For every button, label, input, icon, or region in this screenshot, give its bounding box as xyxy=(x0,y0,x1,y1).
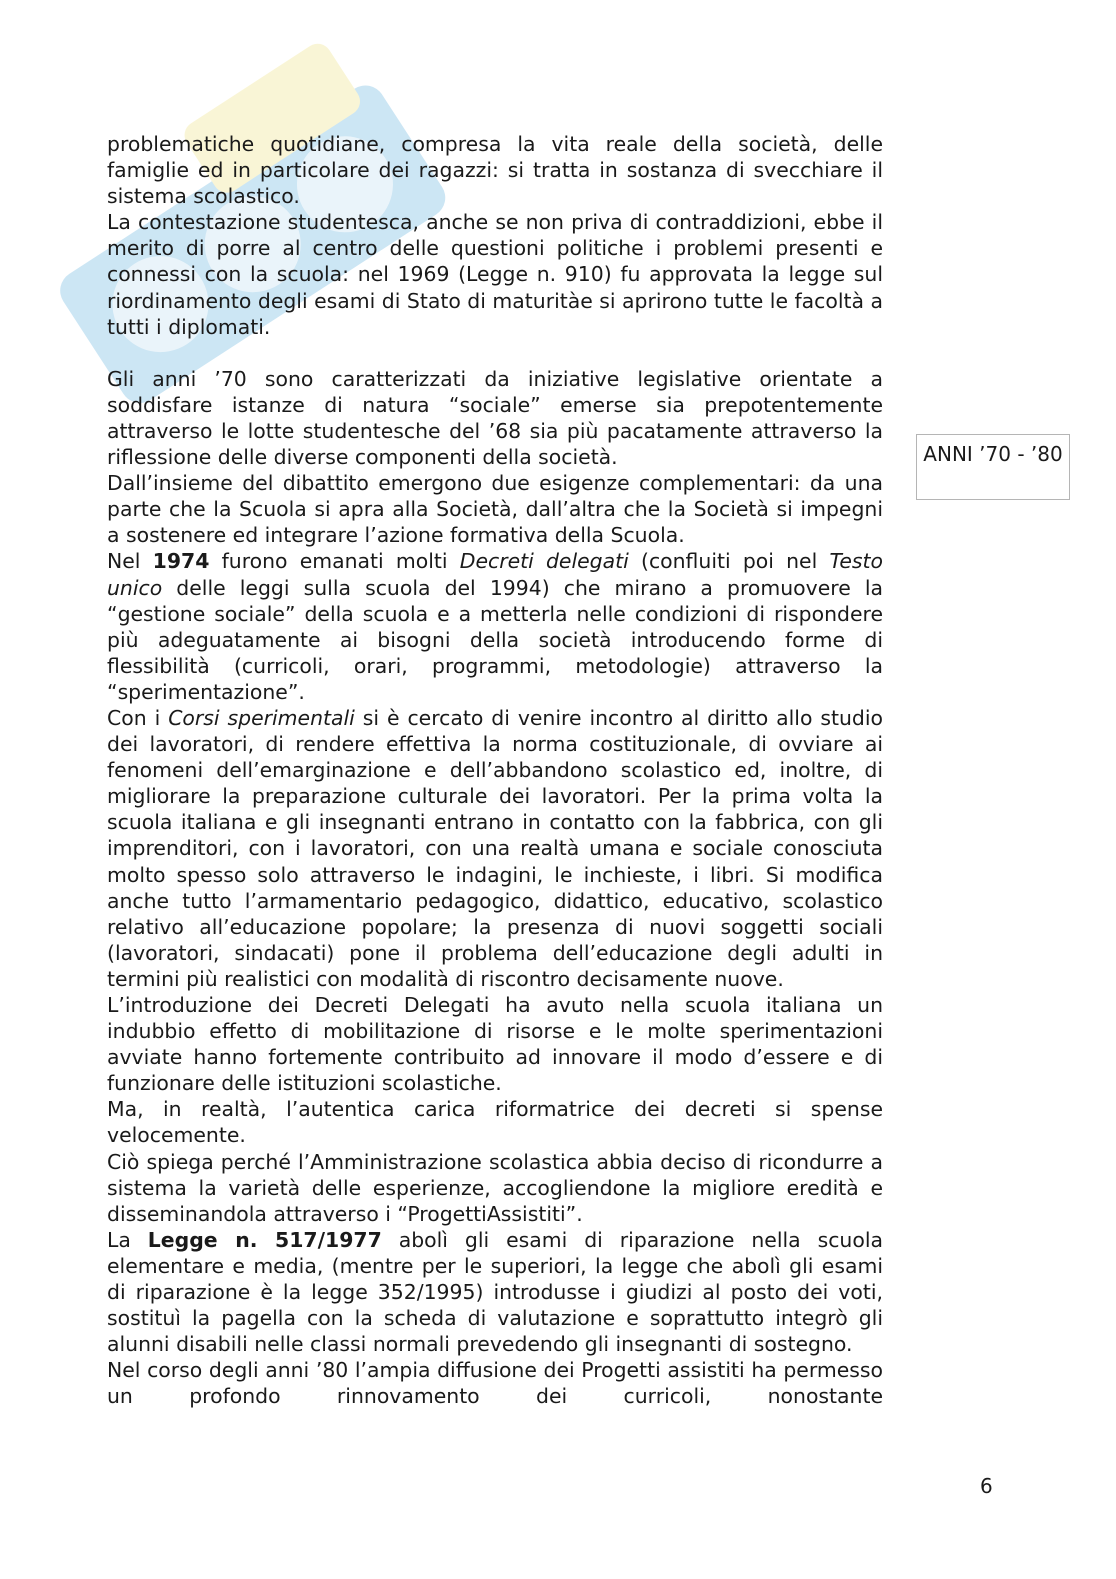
paragraph-text: Ciò spiega perché l’Amministrazione scolastica abbia deciso di ricondurre a sistema la varietà delle esperienze, accogliendone la migliore eredità e disseminandola attraverso i “ProgettiAssistiti”. xyxy=(107,1149,883,1226)
paragraph-text: (confluiti poi nel xyxy=(628,549,830,574)
paragraph xyxy=(107,209,883,339)
paragraph-text: problematiche quotidiane, compresa la vita reale della società, delle famiglie ed in particolare dei ragazzi: si tratta in sostanza di svecchiare il sistema scolastico. xyxy=(107,132,883,209)
paragraph-text: Ma, in realtà, l’autentica carica riformatrice dei decreti si spense velocemente. xyxy=(107,1097,883,1148)
paragraph-text: furono emanati molti xyxy=(209,549,460,574)
bold-text: Legge n. 517/1977 xyxy=(147,1227,382,1252)
paragraph-text: Gli anni ’70 sono caratterizzati da iniziative legislative orientate a soddisfare istanze di natura “sociale” emerse sia prepotentemente attraverso le lotte studentesche del ’68 sia più pacatamente attraverso la riflessione delle diverse componenti della società. xyxy=(107,366,883,470)
paragraph xyxy=(107,131,883,209)
margin-note-text: ANNI ’70 - ’80 xyxy=(923,442,1063,466)
paragraph-text: La xyxy=(107,1227,148,1252)
paragraph xyxy=(107,470,883,548)
paragraph xyxy=(107,548,883,705)
paragraph xyxy=(107,1227,883,1357)
margin-note xyxy=(916,434,1070,500)
paragraph-text: La contestazione studentesca, anche se non priva di contraddizioni, ebbe il merito di porre al centro delle questioni politiche i problemi presenti e connessi con la scuola: nel 1969 (Legge n. 910) fu approvata la legge sul riordinamento degli esami di Stato di maturitàe si aprirono tutte le facoltà a tutti i diplomati. xyxy=(107,210,883,339)
paragraph-spacer xyxy=(107,340,883,366)
paragraph xyxy=(107,1149,883,1227)
paragraph-text: Dall’insieme del dibattito emergono due esigenze complementari: da una parte che la Scuola si apra alla Società, dall’altra che la Società si impegni a sostenere ed integrare l’azione formativa della Scuola. xyxy=(107,471,883,548)
italic-text: Corsi sperimentali xyxy=(168,705,355,730)
paragraph-text: delle leggi sulla scuola del 1994) che mirano a promuovere la “gestione sociale” della scuola e a metterla nelle condizioni di rispondere più adeguatamente ai bisogni della società introducendo forme di flessibilità (curricoli, orari, programmi, metodologie) attraverso la “sperimentazione”. xyxy=(107,575,883,704)
paragraph xyxy=(107,366,883,470)
italic-text: Testo unico xyxy=(107,549,884,600)
document-body xyxy=(107,131,883,1410)
paragraph xyxy=(107,1357,883,1409)
paragraph-text: Nel xyxy=(107,549,153,574)
paragraph-text: Con i xyxy=(107,705,169,730)
page-number: 6 xyxy=(980,1474,993,1498)
paragraph xyxy=(107,992,883,1096)
paragraph-text: Nel corso degli anni ’80 l’ampia diffusione dei Progetti assistiti ha permesso un profondo rinnovamento dei curricoli, nonostante xyxy=(107,1358,883,1409)
paragraph-text: si è cercato di venire incontro al diritto allo studio dei lavoratori, di rendere effettiva la norma costituzionale, di ovviare ai fenomeni dell’emarginazione e dell’abbandono scolastico ed, inoltre, di migliorare la preparazione culturale dei lavoratori. Per la prima volta la scuola italiana e gli insegnanti entrano in contatto con la fabbrica, con gli imprenditori, con i lavoratori, con una realtà umana e sociale conosciuta molto spesso solo attraverso le indagini, le inchieste, i libri. Si modifica anche tutto l’armamentario pedagogico, didattico, educativo, scolastico relativo all’educazione popolare; la presenza di nuovi soggetti sociali (lavoratori, sindacati) pone il problema dell’educazione degli adulti in termini più realistici con modalità di riscontro decisamente nuove. xyxy=(107,705,884,991)
paragraph-text: L’introduzione dei Decreti Delegati ha avuto nella scuola italiana un indubbio effetto di mobilitazione di risorse e le molte sperimentazioni avviate hanno fortemente contribuito ad innovare il modo d’essere e di funzionare delle istituzioni scolastiche. xyxy=(107,993,883,1096)
italic-text: Decreti delegati xyxy=(459,549,629,574)
bold-text: 1974 xyxy=(152,549,210,574)
paragraph xyxy=(107,705,883,992)
paragraph xyxy=(107,1096,883,1148)
paragraph-text: abolì gli esami di riparazione nella scuola elementare e media, (mentre per le superiori, la legge che abolì gli esami di riparazione è la legge 352/1995) introdusse i giudizi al posto dei voti, sostituì la pagella con la scheda di valutazione e soprattutto integrò gli alunni disabili nelle classi normali prevedendo gli insegnanti di sostegno. xyxy=(107,1227,883,1357)
